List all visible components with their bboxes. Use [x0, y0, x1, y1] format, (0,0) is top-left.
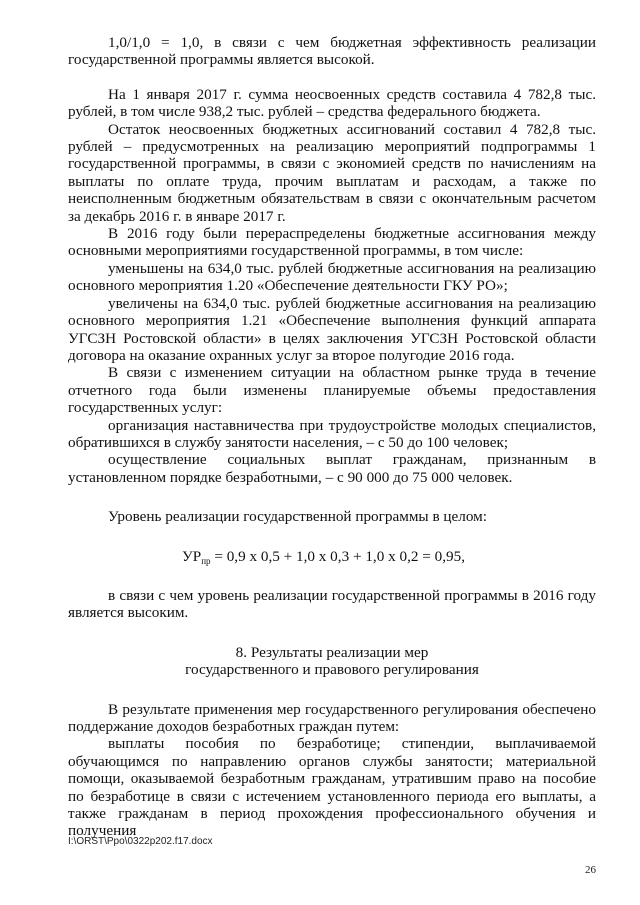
section-heading-line2: государственного и правового регулирования [185, 661, 479, 679]
paragraph-redistribution: В 2016 году были перераспределены бюджетные ассигнования между основными мероприятиями государственной программы, в том числе: [68, 225, 596, 260]
page-number: 26 [585, 864, 596, 876]
paragraph-decreased: уменьшены на 634,0 тыс. рублей бюджетные ассигнования на реализацию основного мероприятия 1.20 «Обеспечение деятельности ГКУ РО»; [68, 259, 596, 295]
paragraph-increased: увеличены на 634,0 тыс. рублей бюджетные ассигнования на реализацию основного мероприятия 1.21 «Обеспечение выполнения функций аппарата УГСЗН Ростовской области» в целях заключения УГСЗН Ростовской области договора на оказание охранных услуг за второе полугодие 2016 года. [68, 294, 596, 364]
formula-program-level [68, 548, 596, 565]
spacer [68, 679, 596, 701]
paragraph-regulation-results: В результате применения мер государственного регулирования обеспечено поддержание доходов безработных граждан путем: [68, 700, 596, 735]
spacer [68, 622, 596, 644]
spacer [68, 526, 596, 548]
footer-file-path: I:\ORST\Ppo\0322p202.f17.docx [68, 836, 213, 847]
paragraph-social-payments: осуществление социальных выплат гражданам, признанным в установленном порядке безработными, – с 90 000 до 75 000 человек. [68, 451, 596, 486]
paragraph-remaining-allocations: Остаток неосвоенных бюджетных ассигнований составил 4 782,8 тыс. рублей – предусмотренных на реализацию мероприятий подпрограммы 1 государственной программы, в связи с экономией средств по начислениям на выплаты по оплате труда, прочим выплатам и расходам, а также по неисполненным бюджетным обязательствам в связи с окончательным расчетом за декабрь 2016 г. в январе 2017 г. [68, 120, 596, 225]
formula-expression: = 0,9 х 0,5 + 1,0 х 0,3 + 1,0 х 0,2 = 0,95, [210, 547, 466, 565]
paragraph-level-intro: Уровень реализации государственной программы в целом: [108, 508, 487, 526]
paragraph-payments-list: выплаты пособия по безработице; стипендии, выплачиваемой обучающимся по направлению органов службы занятости; материальной помощи, оказываемой безработным гражданам, утратившим право на пособие по безработице в связи с истечением установленного периода его выплаты, а также гражданам в период прохождения профессионального обучения и получения [68, 735, 596, 840]
spacer [68, 69, 596, 86]
paragraph-unspent-funds: На 1 января 2017 г. сумма неосвоенных средств составила 4 782,8 тыс. рублей, в том числе 938,2 тыс. рублей – средства федерального бюджета. [68, 85, 596, 121]
section-heading-line1: 8. Результаты реализации мер [235, 643, 429, 661]
formula-prefix: УР [182, 547, 202, 565]
paragraph-efficiency: 1,0/1,0 = 1,0, в связи с чем бюджетная эффективность реализации государственной программы является высокой. [68, 34, 596, 69]
formula-subscript: пр [201, 555, 211, 566]
paragraph-level-conclusion: в связи с чем уровень реализации государственной программы в 2016 году является высоким. [68, 586, 596, 622]
document-page [68, 34, 596, 840]
paragraph-labor-market: В связи с изменением ситуации на областном рынке труда в течение отчетного года были изменены планируемые объемы предоставления государственных услуг: [68, 364, 596, 417]
spacer [68, 565, 596, 587]
spacer [68, 486, 596, 508]
paragraph-mentoring: организация наставничества при трудоустройстве молодых специалистов, обратившихся в службу занятости населения, – с 50 до 100 человек; [68, 416, 596, 451]
